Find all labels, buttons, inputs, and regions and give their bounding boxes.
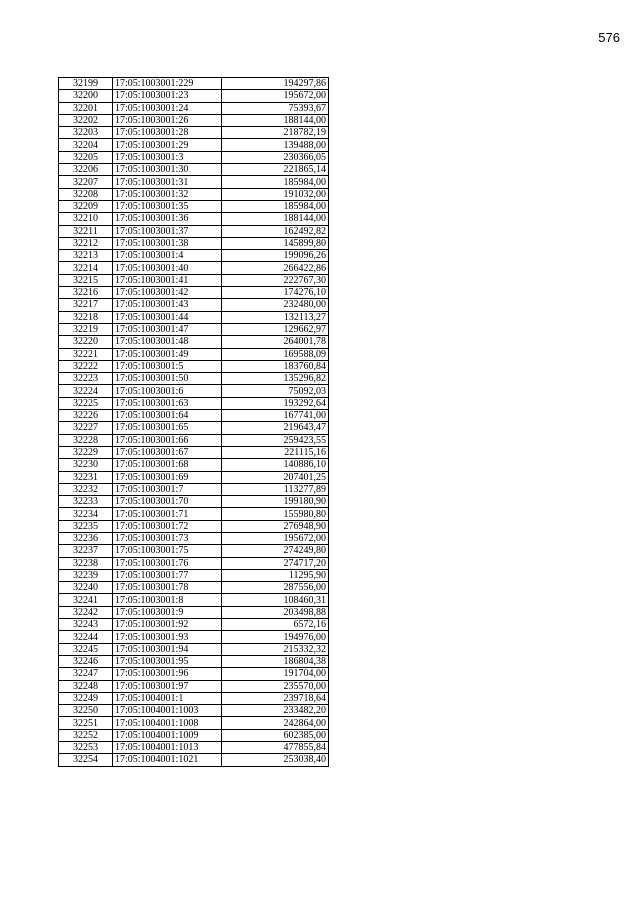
cadastral-number-cell: 17:05:1003001:64: [113, 410, 222, 422]
cadastral-number-cell: 17:05:1004001:1: [113, 692, 222, 704]
cadastral-number-cell: 17:05:1003001:4: [113, 250, 222, 262]
cadastral-value-cell: 264001,78: [222, 336, 329, 348]
cadastral-number-cell: 17:05:1003001:229: [113, 78, 222, 90]
cadastral-value-cell: 222767,30: [222, 274, 329, 286]
row-number-cell: 32218: [59, 311, 113, 323]
row-number-cell: 32239: [59, 569, 113, 581]
cadastral-number-cell: 17:05:1003001:93: [113, 631, 222, 643]
table-row: [59, 459, 329, 471]
row-number-cell: 32207: [59, 176, 113, 188]
cadastral-number-cell: 17:05:1003001:43: [113, 299, 222, 311]
cadastral-value-cell: 207401,25: [222, 471, 329, 483]
table-row: [59, 78, 329, 90]
table-row: [59, 655, 329, 667]
table-row: [59, 385, 329, 397]
row-number-cell: 32211: [59, 225, 113, 237]
row-number-cell: 32229: [59, 446, 113, 458]
row-number-cell: 32223: [59, 373, 113, 385]
row-number-cell: 32238: [59, 557, 113, 569]
table-row: [59, 422, 329, 434]
cadastral-value-cell: 188144,00: [222, 114, 329, 126]
cadastral-number-cell: 17:05:1003001:50: [113, 373, 222, 385]
row-number-cell: 32222: [59, 360, 113, 372]
cadastral-value-cell: 235570,00: [222, 680, 329, 692]
cadastral-number-cell: 17:05:1003001:24: [113, 102, 222, 114]
table-row: [59, 606, 329, 618]
row-number-cell: 32233: [59, 496, 113, 508]
cadastral-value-cell: 242864,00: [222, 717, 329, 729]
cadastral-value-cell: 135296,82: [222, 373, 329, 385]
table-row: [59, 569, 329, 581]
row-number-cell: 32244: [59, 631, 113, 643]
row-number-cell: 32230: [59, 459, 113, 471]
cadastral-number-cell: 17:05:1003001:69: [113, 471, 222, 483]
row-number-cell: 32208: [59, 188, 113, 200]
cadastral-value-cell: 129662,97: [222, 323, 329, 335]
table-row: [59, 545, 329, 557]
row-number-cell: 32237: [59, 545, 113, 557]
cadastral-value-cell: 221865,14: [222, 164, 329, 176]
table-row: [59, 532, 329, 544]
cadastral-value-cell: 185984,00: [222, 200, 329, 212]
table-row: [59, 151, 329, 163]
table-row: [59, 336, 329, 348]
table-row: [59, 582, 329, 594]
row-number-cell: 32200: [59, 90, 113, 102]
cadastral-value-cell: 233482,20: [222, 705, 329, 717]
cadastral-number-cell: 17:05:1003001:49: [113, 348, 222, 360]
row-number-cell: 32225: [59, 397, 113, 409]
cadastral-value-cell: 203498,88: [222, 606, 329, 618]
cadastral-number-cell: 17:05:1003001:42: [113, 287, 222, 299]
cadastral-number-cell: 17:05:1003001:68: [113, 459, 222, 471]
cadastral-number-cell: 17:05:1003001:65: [113, 422, 222, 434]
cadastral-number-cell: 17:05:1003001:73: [113, 532, 222, 544]
row-number-cell: 32252: [59, 729, 113, 741]
cadastral-value-cell: 155980,80: [222, 508, 329, 520]
row-number-cell: 32242: [59, 606, 113, 618]
cadastral-value-cell: 108460,31: [222, 594, 329, 606]
row-number-cell: 32246: [59, 655, 113, 667]
cadastral-value-cell: 218782,19: [222, 127, 329, 139]
table-row: [59, 643, 329, 655]
row-number-cell: 32212: [59, 237, 113, 249]
table-row: [59, 176, 329, 188]
row-number-cell: 32248: [59, 680, 113, 692]
row-number-cell: 32214: [59, 262, 113, 274]
table-row: [59, 348, 329, 360]
cadastral-number-cell: 17:05:1003001:31: [113, 176, 222, 188]
page-number: 576: [598, 30, 620, 45]
table-row: [59, 446, 329, 458]
table-row: [59, 483, 329, 495]
row-number-cell: 32209: [59, 200, 113, 212]
row-number-cell: 32204: [59, 139, 113, 151]
cadastral-number-cell: 17:05:1003001:3: [113, 151, 222, 163]
cadastral-number-cell: 17:05:1004001:1009: [113, 729, 222, 741]
table-row: [59, 188, 329, 200]
cadastral-value-cell: 75393,67: [222, 102, 329, 114]
cadastral-number-cell: 17:05:1003001:44: [113, 311, 222, 323]
cadastral-value-cell: 139488,00: [222, 139, 329, 151]
cadastral-value-cell: 167741,00: [222, 410, 329, 422]
table-row: [59, 139, 329, 151]
table-row: [59, 508, 329, 520]
row-number-cell: 32243: [59, 619, 113, 631]
cadastral-number-cell: 17:05:1003001:71: [113, 508, 222, 520]
cadastral-value-cell: 602385,00: [222, 729, 329, 741]
cadastral-number-cell: 17:05:1003001:94: [113, 643, 222, 655]
cadastral-number-cell: 17:05:1003001:47: [113, 323, 222, 335]
cadastral-value-table: [58, 77, 329, 767]
table-row: [59, 471, 329, 483]
cadastral-value-cell: 6572,16: [222, 619, 329, 631]
row-number-cell: 32227: [59, 422, 113, 434]
table-row: [59, 200, 329, 212]
row-number-cell: 32216: [59, 287, 113, 299]
cadastral-number-cell: 17:05:1003001:37: [113, 225, 222, 237]
row-number-cell: 32254: [59, 754, 113, 766]
cadastral-number-cell: 17:05:1004001:1003: [113, 705, 222, 717]
cadastral-number-cell: 17:05:1003001:77: [113, 569, 222, 581]
cadastral-number-cell: 17:05:1004001:1021: [113, 754, 222, 766]
table-row: [59, 668, 329, 680]
cadastral-number-cell: 17:05:1003001:41: [113, 274, 222, 286]
row-number-cell: 32206: [59, 164, 113, 176]
row-number-cell: 32241: [59, 594, 113, 606]
table-row: [59, 311, 329, 323]
row-number-cell: 32253: [59, 742, 113, 754]
row-number-cell: 32224: [59, 385, 113, 397]
row-number-cell: 32201: [59, 102, 113, 114]
row-number-cell: 32231: [59, 471, 113, 483]
cadastral-number-cell: 17:05:1003001:40: [113, 262, 222, 274]
cadastral-number-cell: 17:05:1003001:78: [113, 582, 222, 594]
row-number-cell: 32199: [59, 78, 113, 90]
cadastral-number-cell: 17:05:1003001:38: [113, 237, 222, 249]
row-number-cell: 32213: [59, 250, 113, 262]
row-number-cell: 32250: [59, 705, 113, 717]
cadastral-number-cell: 17:05:1003001:67: [113, 446, 222, 458]
cadastral-number-cell: 17:05:1003001:5: [113, 360, 222, 372]
table-row: [59, 410, 329, 422]
table-row: [59, 717, 329, 729]
table-row: [59, 360, 329, 372]
cadastral-number-cell: 17:05:1003001:6: [113, 385, 222, 397]
table-row: [59, 705, 329, 717]
table-row: [59, 90, 329, 102]
table-row: [59, 299, 329, 311]
table-row: [59, 520, 329, 532]
table-row: [59, 164, 329, 176]
cadastral-value-cell: 186804,38: [222, 655, 329, 667]
cadastral-number-cell: 17:05:1003001:30: [113, 164, 222, 176]
table-row: [59, 631, 329, 643]
row-number-cell: 32215: [59, 274, 113, 286]
row-number-cell: 32221: [59, 348, 113, 360]
table-row: [59, 742, 329, 754]
table-row: [59, 434, 329, 446]
row-number-cell: 32245: [59, 643, 113, 655]
cadastral-number-cell: 17:05:1003001:92: [113, 619, 222, 631]
cadastral-value-cell: 193292,64: [222, 397, 329, 409]
cadastral-value-cell: 11295,90: [222, 569, 329, 581]
cadastral-value-cell: 162492,82: [222, 225, 329, 237]
table-row: [59, 250, 329, 262]
cadastral-value-cell: 75092,03: [222, 385, 329, 397]
table-row: [59, 557, 329, 569]
row-number-cell: 32251: [59, 717, 113, 729]
cadastral-value-cell: 266422,86: [222, 262, 329, 274]
cadastral-value-cell: 477855,84: [222, 742, 329, 754]
cadastral-value-cell: 287556,00: [222, 582, 329, 594]
cadastral-value-cell: 199096,26: [222, 250, 329, 262]
row-number-cell: 32210: [59, 213, 113, 225]
row-number-cell: 32249: [59, 692, 113, 704]
table-body: [59, 78, 329, 767]
table-row: [59, 680, 329, 692]
cadastral-value-cell: 195672,00: [222, 532, 329, 544]
cadastral-number-cell: 17:05:1003001:26: [113, 114, 222, 126]
cadastral-number-cell: 17:05:1003001:63: [113, 397, 222, 409]
cadastral-value-cell: 232480,00: [222, 299, 329, 311]
cadastral-value-cell: 199180,90: [222, 496, 329, 508]
cadastral-value-cell: 274249,80: [222, 545, 329, 557]
cadastral-value-cell: 145899,80: [222, 237, 329, 249]
cadastral-number-cell: 17:05:1003001:76: [113, 557, 222, 569]
cadastral-value-cell: 191032,00: [222, 188, 329, 200]
row-number-cell: 32205: [59, 151, 113, 163]
cadastral-value-cell: 185984,00: [222, 176, 329, 188]
row-number-cell: 32234: [59, 508, 113, 520]
cadastral-number-cell: 17:05:1003001:29: [113, 139, 222, 151]
cadastral-value-cell: 194976,00: [222, 631, 329, 643]
cadastral-number-cell: 17:05:1004001:1008: [113, 717, 222, 729]
table-row: [59, 274, 329, 286]
cadastral-value-cell: 113277,89: [222, 483, 329, 495]
row-number-cell: 32232: [59, 483, 113, 495]
table-row: [59, 692, 329, 704]
cadastral-value-cell: 221115,16: [222, 446, 329, 458]
table-row: [59, 237, 329, 249]
table-row: [59, 102, 329, 114]
cadastral-number-cell: 17:05:1004001:1013: [113, 742, 222, 754]
table-row: [59, 225, 329, 237]
cadastral-value-cell: 230366,05: [222, 151, 329, 163]
cadastral-number-cell: 17:05:1003001:23: [113, 90, 222, 102]
cadastral-value-cell: 183760,84: [222, 360, 329, 372]
table-row: [59, 114, 329, 126]
row-number-cell: 32226: [59, 410, 113, 422]
table-row: [59, 594, 329, 606]
row-number-cell: 32240: [59, 582, 113, 594]
cadastral-number-cell: 17:05:1003001:70: [113, 496, 222, 508]
cadastral-value-cell: 188144,00: [222, 213, 329, 225]
table-row: [59, 287, 329, 299]
cadastral-number-cell: 17:05:1003001:35: [113, 200, 222, 212]
row-number-cell: 32217: [59, 299, 113, 311]
table-row: [59, 496, 329, 508]
row-number-cell: 32203: [59, 127, 113, 139]
cadastral-value-cell: 194297,86: [222, 78, 329, 90]
cadastral-number-cell: 17:05:1003001:8: [113, 594, 222, 606]
cadastral-number-cell: 17:05:1003001:97: [113, 680, 222, 692]
cadastral-value-cell: 215332,32: [222, 643, 329, 655]
table-row: [59, 213, 329, 225]
row-number-cell: 32247: [59, 668, 113, 680]
cadastral-value-cell: 259423,55: [222, 434, 329, 446]
row-number-cell: 32236: [59, 532, 113, 544]
cadastral-value-cell: 274717,20: [222, 557, 329, 569]
cadastral-number-cell: 17:05:1003001:75: [113, 545, 222, 557]
cadastral-number-cell: 17:05:1003001:36: [113, 213, 222, 225]
row-number-cell: 32220: [59, 336, 113, 348]
cadastral-number-cell: 17:05:1003001:28: [113, 127, 222, 139]
cadastral-value-cell: 239718,64: [222, 692, 329, 704]
table-row: [59, 729, 329, 741]
cadastral-number-cell: 17:05:1003001:72: [113, 520, 222, 532]
table-row: [59, 397, 329, 409]
cadastral-number-cell: 17:05:1003001:32: [113, 188, 222, 200]
cadastral-number-cell: 17:05:1003001:48: [113, 336, 222, 348]
row-number-cell: 32219: [59, 323, 113, 335]
table-row: [59, 262, 329, 274]
cadastral-value-cell: 253038,40: [222, 754, 329, 766]
cadastral-value-cell: 174276,10: [222, 287, 329, 299]
cadastral-number-cell: 17:05:1003001:96: [113, 668, 222, 680]
cadastral-value-cell: 276948,90: [222, 520, 329, 532]
cadastral-value-cell: 195672,00: [222, 90, 329, 102]
cadastral-number-cell: 17:05:1003001:95: [113, 655, 222, 667]
table-row: [59, 754, 329, 766]
cadastral-value-cell: 140886,10: [222, 459, 329, 471]
row-number-cell: 32235: [59, 520, 113, 532]
table-row: [59, 127, 329, 139]
cadastral-number-cell: 17:05:1003001:9: [113, 606, 222, 618]
cadastral-value-cell: 191704,00: [222, 668, 329, 680]
row-number-cell: 32228: [59, 434, 113, 446]
table-row: [59, 323, 329, 335]
cadastral-value-cell: 219643,47: [222, 422, 329, 434]
table-row: [59, 619, 329, 631]
table-row: [59, 373, 329, 385]
cadastral-value-cell: 169588,09: [222, 348, 329, 360]
cadastral-number-cell: 17:05:1003001:7: [113, 483, 222, 495]
cadastral-number-cell: 17:05:1003001:66: [113, 434, 222, 446]
cadastral-value-cell: 132113,27: [222, 311, 329, 323]
row-number-cell: 32202: [59, 114, 113, 126]
